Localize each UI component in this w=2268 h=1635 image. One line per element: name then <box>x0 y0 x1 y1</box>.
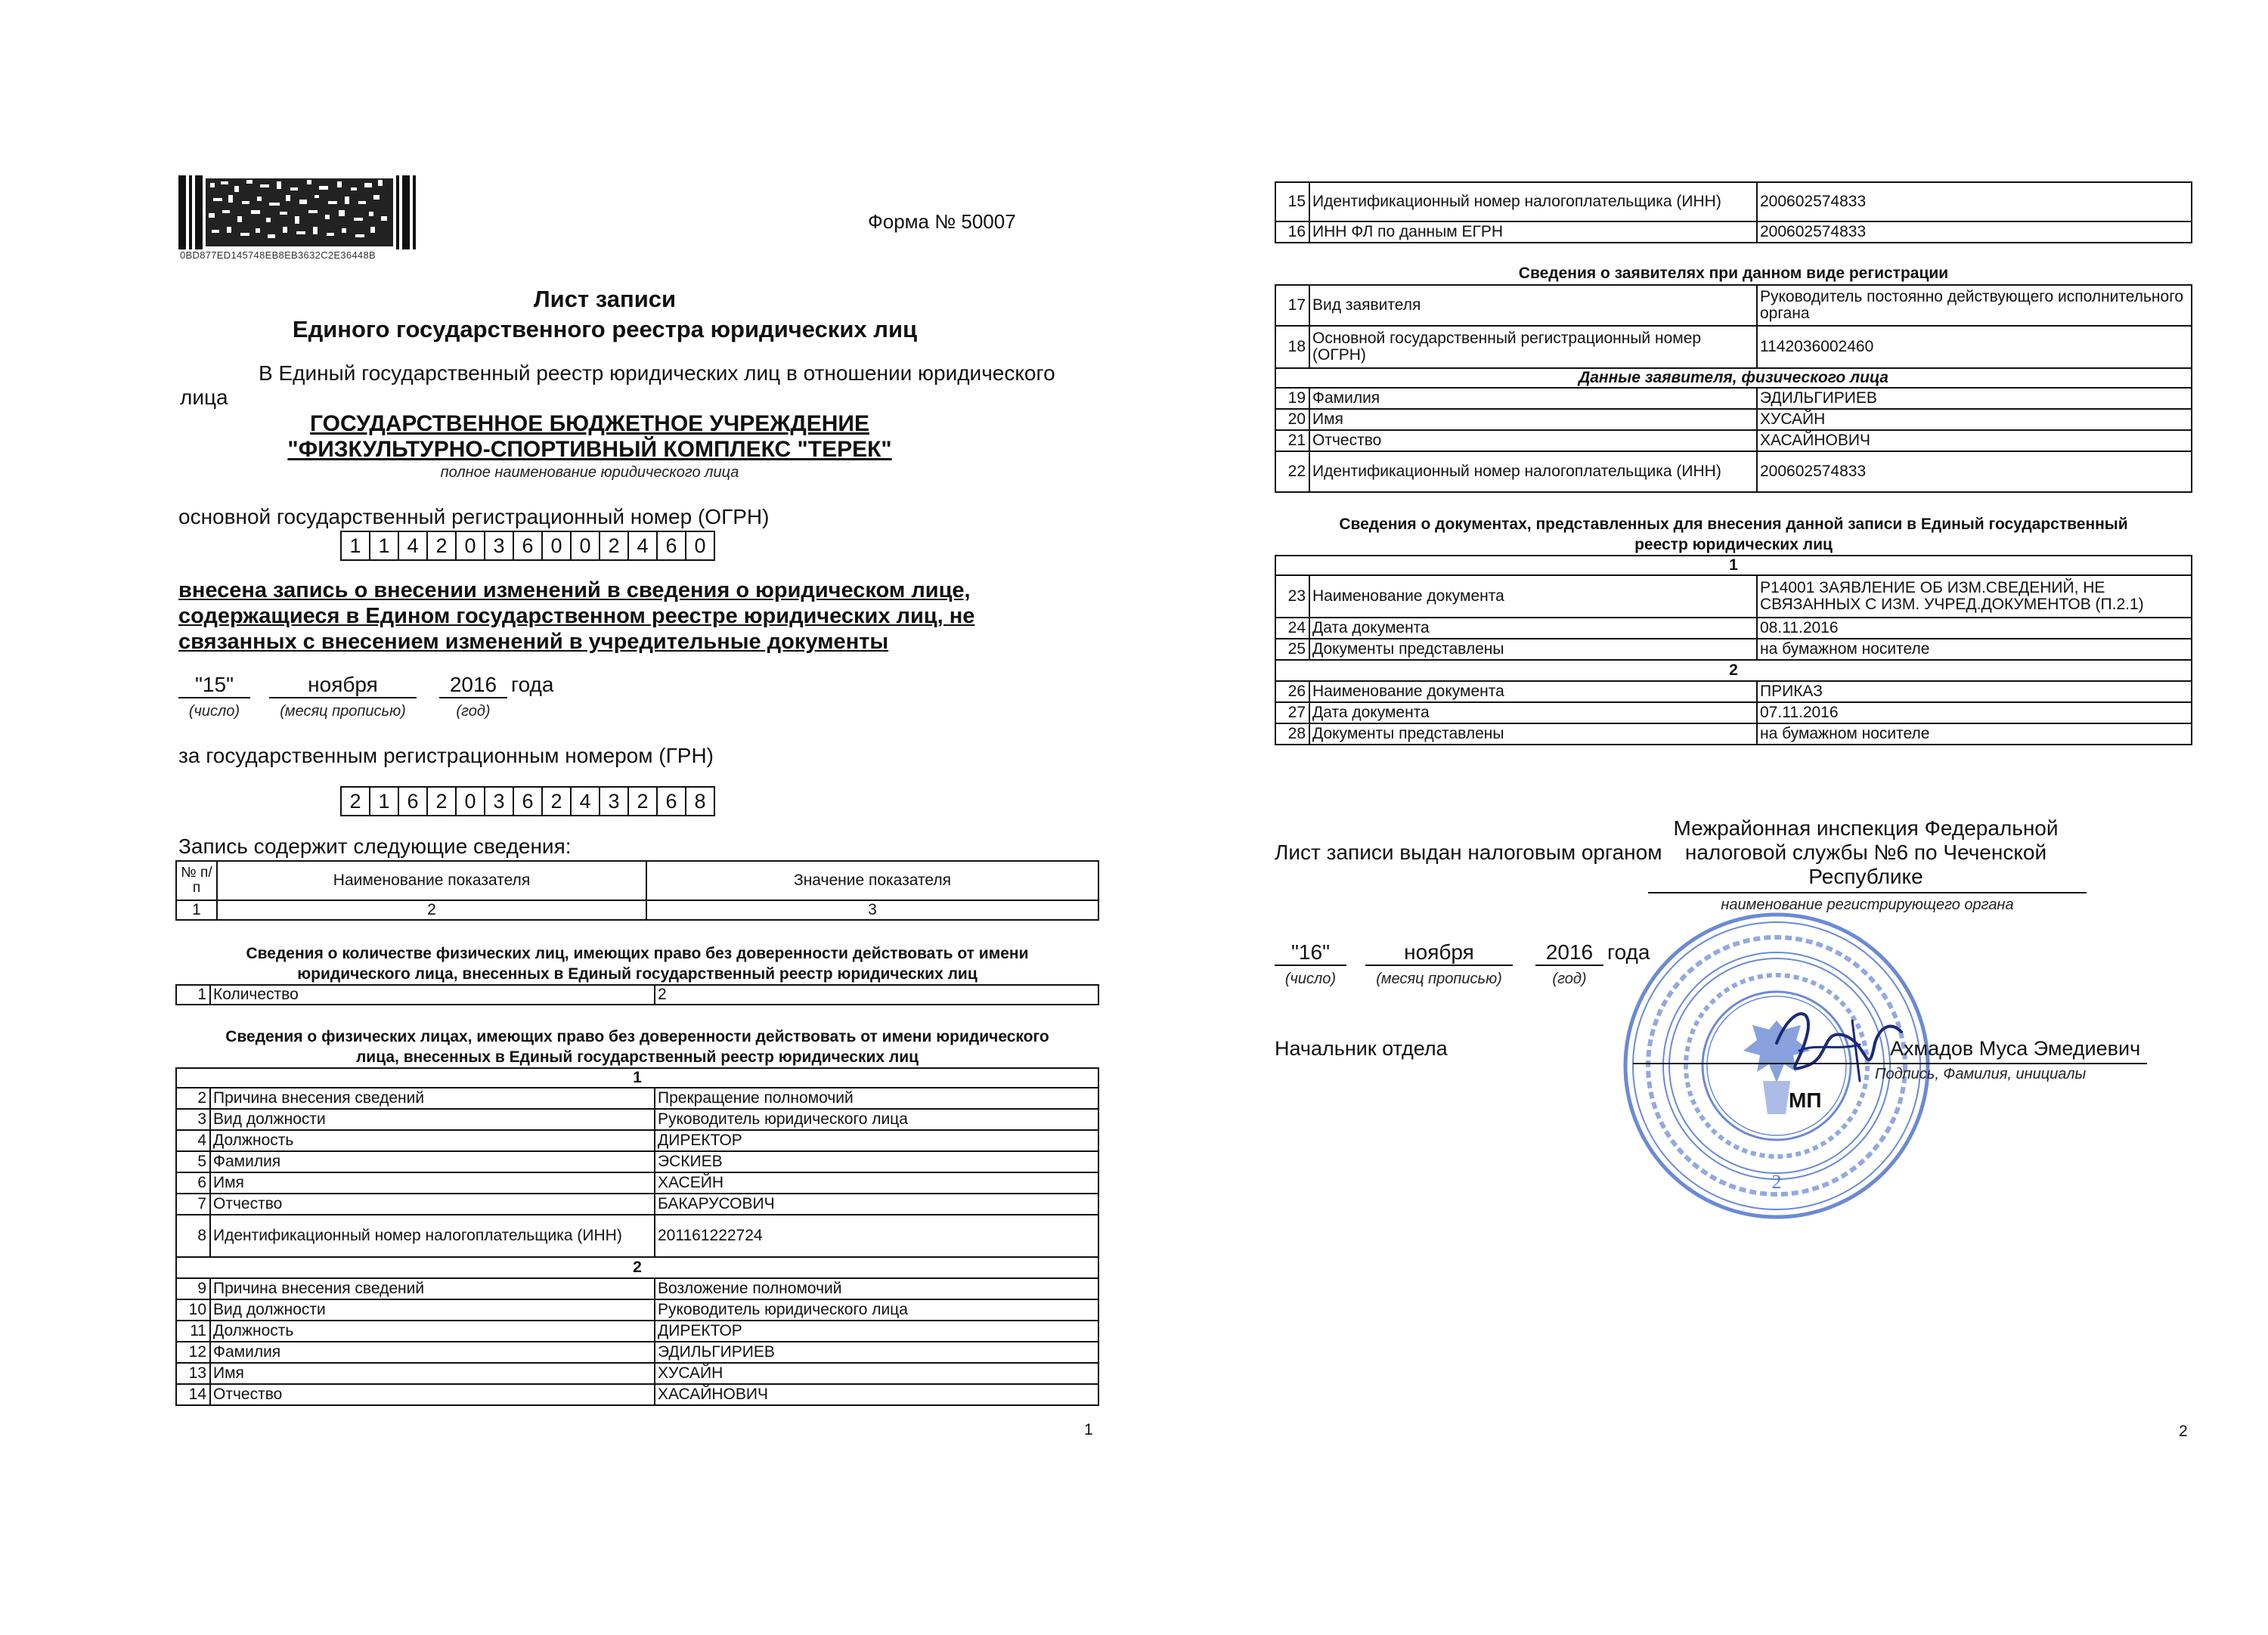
issued-by-label: Лист записи выдан налоговым органом <box>1275 841 1662 864</box>
table-row <box>1275 388 2192 409</box>
title-line-2: Единого государственного реестра юридических лиц <box>292 316 918 342</box>
row-value: Р14001 ЗАЯВЛЕНИЕ ОБ ИЗМ.СВЕДЕНИЙ, НЕ СВЯЗАННЫХ С ИЗМ. УЧРЕД.ДОКУМЕНТОВ (П.2.1) <box>1757 575 2192 618</box>
document-1-header: 1 <box>1275 556 2192 575</box>
ogrn-digit: 0 <box>572 532 600 559</box>
date-month: ноября <box>1404 940 1474 964</box>
intro-line-1: В Единый государственный реестр юридических лиц в отношении юридического <box>259 361 1055 385</box>
row-value: 1142036002460 <box>1757 326 2192 368</box>
applicants-table <box>1275 284 2192 493</box>
grn-digit: 0 <box>457 788 485 815</box>
row-label: Фамилия <box>1309 388 1757 409</box>
row-label: Вид должности <box>210 1109 655 1130</box>
row-number: 18 <box>1275 326 1309 368</box>
date-month-line <box>1365 965 1513 966</box>
row-value: Прекращение полномочий <box>655 1088 1098 1109</box>
record-contains-label: Запись содержит следующие сведения: <box>178 835 572 858</box>
row-number: 10 <box>176 1299 210 1321</box>
grn-digit: 1 <box>370 788 399 815</box>
grn-digit: 2 <box>629 788 658 815</box>
applicant-person-subtitle: Данные заявителя, физического лица <box>1275 368 2192 388</box>
date-month-line <box>269 697 417 698</box>
record-description <box>178 578 974 655</box>
date-year: 2016 <box>1545 940 1594 964</box>
applicants-title: Сведения о заявителях при данном виде регистрации <box>1518 265 1949 282</box>
row-value: ЭСКИЕВ <box>655 1151 1098 1172</box>
table-row <box>176 1088 1098 1109</box>
inn-table <box>1275 181 2192 243</box>
ogrn-label: основной государственный регистрационный номер (ОГРН) <box>178 505 770 528</box>
table-row <box>176 1321 1098 1342</box>
row-label: Документы представлены <box>1309 723 1757 745</box>
row-value: 200602574833 <box>1757 221 2192 243</box>
grn-label: за государственным регистрационным номером (ГРН) <box>178 744 714 767</box>
col-number-index: 1 <box>176 900 217 920</box>
row-value: ХАСАЙНОВИЧ <box>1757 430 2192 451</box>
table-row <box>176 1342 1098 1363</box>
table-row <box>1275 285 2192 326</box>
row-number: 8 <box>176 1215 210 1257</box>
record-line-2: содержащиеся в Едином государственном реестре юридических лиц, не <box>178 604 975 628</box>
table-row <box>176 1194 1098 1215</box>
table-row <box>1275 451 2192 492</box>
date-year-line <box>1535 965 1603 966</box>
row-number: 15 <box>1275 182 1309 221</box>
entity-name <box>249 411 930 463</box>
col-name-index: 2 <box>217 900 646 920</box>
row-label: Основной государственный регистрационный номер (ОГРН) <box>1309 326 1757 368</box>
document-title <box>234 284 975 345</box>
row-number: 6 <box>176 1172 210 1194</box>
row-number: 16 <box>1275 221 1309 243</box>
row-label: Наименование документа <box>1309 575 1757 618</box>
row-label: Вид заявителя <box>1309 285 1757 326</box>
date-day-line <box>1275 965 1346 966</box>
row-value: Возложение полномочий <box>655 1278 1098 1299</box>
ogrn-digit: 0 <box>694 534 706 557</box>
document-2-header: 2 <box>1275 660 2192 681</box>
barcode-image <box>178 175 420 249</box>
grn-digit: 3 <box>485 788 514 815</box>
grn-digit: 8 <box>694 790 706 813</box>
table-row <box>176 1172 1098 1194</box>
row-label: Дата документа <box>1309 618 1757 639</box>
row-number: 28 <box>1275 723 1309 745</box>
table-row <box>1275 326 2192 368</box>
barcode <box>178 175 420 249</box>
signature-line <box>1633 1063 2147 1064</box>
row-value: ЭДИЛЬГИРИЕВ <box>1757 388 2192 409</box>
col-value-index: 3 <box>646 900 1098 920</box>
row-label: Имя <box>210 1363 655 1384</box>
title-line-1: Лист записи <box>533 286 677 312</box>
row-number: 3 <box>176 1109 210 1130</box>
section-count-title <box>175 943 1099 984</box>
authority-caption: наименование регистрирующего органа <box>1721 896 2014 913</box>
grn-digit: 6 <box>658 788 686 815</box>
ogrn-boxes <box>340 531 715 561</box>
row-label: Идентификационный номер налогоплательщика (ИНН) <box>210 1215 655 1257</box>
date-year: 2016 <box>449 673 497 696</box>
form-number: Форма № 50007 <box>868 210 1016 233</box>
page-number: 2 <box>2179 1423 2188 1440</box>
row-value: Руководитель постоянно действующего исполнительного органа <box>1757 285 2192 326</box>
date-day-line <box>178 697 250 698</box>
row-label: Отчество <box>1309 430 1757 451</box>
section-persons-title <box>175 1027 1099 1067</box>
row-value: ХУСАЙН <box>655 1363 1098 1384</box>
table-row <box>1275 702 2192 723</box>
row-value: на бумажном носителе <box>1757 723 2192 745</box>
row-number: 25 <box>1275 639 1309 660</box>
row-value: ХУСАЙН <box>1757 409 2192 430</box>
date-year-caption: (год) <box>1552 971 1587 987</box>
record-line-1: внесена запись о внесении изменений в сведения о юридическом лице, <box>178 578 971 602</box>
position-title: Начальник отдела <box>1275 1037 1448 1060</box>
date-year-caption: (год) <box>456 703 491 720</box>
group-header-row <box>176 1068 1098 1088</box>
date-suffix: года <box>1607 940 1650 964</box>
row-label: Отчество <box>210 1384 655 1405</box>
row-value: 08.11.2016 <box>1757 618 2192 639</box>
header-table-row <box>176 861 1098 900</box>
row-label: Причина внесения сведений <box>210 1278 655 1299</box>
issue-date <box>1275 940 1668 993</box>
row-label: ИНН ФЛ по данным ЕГРН <box>1309 221 1757 243</box>
row-number: 4 <box>176 1130 210 1151</box>
row-number: 20 <box>1275 409 1309 430</box>
table-row <box>176 1278 1098 1299</box>
barcode-text: 0BD877ED145748EB8EB3632C2E36448B <box>180 249 376 261</box>
row-value: 200602574833 <box>1757 451 2192 492</box>
section-count-title-line-2: юридического лица, внесенных в Единый государственный реестр юридических лиц <box>297 965 978 983</box>
documents-title-line-1: Сведения о документах, представленных для внесения данной записи в Единый государственный <box>1339 516 2128 533</box>
table-row <box>1275 681 2192 702</box>
ogrn-digit: 4 <box>629 532 658 559</box>
ogrn-digit: 4 <box>399 532 428 559</box>
section-count-title-line-1: Сведения о количестве физических лиц, имеющих право без доверенности действовать от имени <box>246 945 1029 962</box>
row-number: 19 <box>1275 388 1309 409</box>
record-line-3: связанных с внесением изменений в учредительные документы <box>178 630 889 654</box>
table-row <box>176 1299 1098 1321</box>
row-number: 22 <box>1275 451 1309 492</box>
row-value: ХАСЕЙН <box>655 1172 1098 1194</box>
row-value: ДИРЕКТОР <box>655 1130 1098 1151</box>
person-1-header: 1 <box>176 1068 1098 1088</box>
row-label: Отчество <box>210 1194 655 1215</box>
row-label: Должность <box>210 1130 655 1151</box>
person-2-header: 2 <box>176 1257 1098 1278</box>
date-month: ноября <box>308 673 378 696</box>
ogrn-digit: 0 <box>457 532 485 559</box>
ogrn-digit: 2 <box>600 532 629 559</box>
row-number: 26 <box>1275 681 1309 702</box>
row-label: Дата документа <box>1309 702 1757 723</box>
ogrn-digit: 1 <box>342 532 370 559</box>
row-number: 2 <box>176 1088 210 1109</box>
ogrn-digit: 1 <box>370 532 399 559</box>
row-label: Причина внесения сведений <box>210 1088 655 1109</box>
row-label: Наименование документа <box>1309 681 1757 702</box>
col-number-header: № п/п <box>176 861 217 900</box>
row-value: ДИРЕКТОР <box>655 1321 1098 1342</box>
ogrn-digit: 2 <box>428 532 457 559</box>
date-year-line <box>439 697 507 698</box>
row-value: на бумажном носителе <box>1757 639 2192 660</box>
section-persons-title-line-2: лица, внесенных в Единый государственный реестр юридических лиц <box>355 1048 919 1066</box>
authority-line-1: Межрайонная инспекция Федеральной <box>1673 816 2059 840</box>
row-number: 21 <box>1275 430 1309 451</box>
group-header-row <box>1275 368 2192 388</box>
issuing-authority <box>1669 816 2062 889</box>
entity-name-line-2: "ФИЗКУЛЬТУРНО-СПОРТИВНЫЙ КОМПЛЕКС "ТЕРЕК" <box>287 437 892 462</box>
signature-caption: Подпись, Фамилия, инициалы <box>1875 1066 2087 1082</box>
entity-name-caption: полное наименование юридического лица <box>440 464 739 481</box>
table-row <box>1275 618 2192 639</box>
stamp-mp-label: МП <box>1789 1088 1822 1112</box>
row-value: ПРИКАЗ <box>1757 681 2192 702</box>
authority-line-3: Республике <box>1808 865 1923 888</box>
date-month-caption: (месяц прописью) <box>1376 971 1502 987</box>
row-number: 17 <box>1275 285 1309 326</box>
row-number: 13 <box>176 1363 210 1384</box>
row-number: 12 <box>176 1342 210 1363</box>
group-header-row <box>176 1257 1098 1278</box>
table-row <box>176 1151 1098 1172</box>
row-number: 1 <box>176 985 210 1005</box>
signer-name: Ахмадов Муса Эмедиевич <box>1890 1037 2141 1060</box>
stamp-number: 2 <box>1771 1171 1782 1193</box>
grn-digit: 4 <box>572 788 600 815</box>
table-row <box>176 1215 1098 1257</box>
page-2 <box>1134 0 2268 1635</box>
grn-digit: 6 <box>399 788 428 815</box>
table-row <box>1275 182 2192 221</box>
row-number: 24 <box>1275 618 1309 639</box>
row-number: 5 <box>176 1151 210 1172</box>
count-table <box>175 984 1099 1005</box>
group-header-row <box>1275 556 2192 575</box>
persons-table <box>175 1067 1099 1406</box>
page-number: 1 <box>1084 1421 1093 1438</box>
row-number: 27 <box>1275 702 1309 723</box>
row-value: БАКАРУСОВИЧ <box>655 1194 1098 1215</box>
row-number: 23 <box>1275 575 1309 618</box>
row-label: Фамилия <box>210 1342 655 1363</box>
ogrn-digit: 0 <box>543 532 572 559</box>
row-value: ЭДИЛЬГИРИЕВ <box>655 1342 1098 1363</box>
grn-digit: 2 <box>543 788 572 815</box>
grn-digit: 3 <box>600 788 629 815</box>
ogrn-digit: 3 <box>485 532 514 559</box>
row-value: Руководитель юридического лица <box>655 1109 1098 1130</box>
row-value: 2 <box>655 985 1098 1005</box>
table-row <box>1275 575 2192 618</box>
documents-table <box>1275 555 2192 745</box>
header-table <box>175 860 1099 921</box>
group-header-row <box>1275 660 2192 681</box>
intro-line-2: лица <box>180 386 228 409</box>
date-day-caption: (число) <box>1284 971 1337 987</box>
date-day: "16" <box>1290 940 1331 964</box>
col-value-header: Значение показателя <box>646 861 1098 900</box>
documents-title-line-2: реестр юридических лиц <box>1634 536 1833 553</box>
row-label: Должность <box>210 1321 655 1342</box>
documents-title <box>1275 514 2192 555</box>
row-label: Имя <box>1309 409 1757 430</box>
row-number: 9 <box>176 1278 210 1299</box>
grn-digit: 2 <box>342 788 370 815</box>
table-row <box>1275 430 2192 451</box>
record-date <box>178 673 572 726</box>
col-name-header: Наименование показателя <box>217 861 646 900</box>
header-table-row <box>176 900 1098 920</box>
row-label: Документы представлены <box>1309 639 1757 660</box>
row-value: Руководитель юридического лица <box>655 1299 1098 1321</box>
entity-name-line-1: ГОСУДАРСТВЕННОЕ БЮДЖЕТНОЕ УЧРЕЖДЕНИЕ <box>310 411 869 436</box>
table-row <box>176 1109 1098 1130</box>
row-label: Количество <box>210 985 655 1005</box>
row-number: 11 <box>176 1321 210 1342</box>
ogrn-digit: 6 <box>514 532 543 559</box>
table-row <box>176 1363 1098 1384</box>
table-row <box>1275 723 2192 745</box>
row-label: Идентификационный номер налогоплательщика (ИНН) <box>1309 182 1757 221</box>
grn-boxes <box>340 786 715 816</box>
section-persons-title-line-1: Сведения о физических лицах, имеющих право без доверенности действовать от имени юридического <box>225 1028 1049 1045</box>
authority-line-2: налоговой службы №6 по Чеченской <box>1684 841 2047 864</box>
date-month-caption: (месяц прописью) <box>280 703 406 720</box>
table-row <box>176 1130 1098 1151</box>
row-value: 200602574833 <box>1757 182 2192 221</box>
grn-digit: 6 <box>514 788 543 815</box>
row-value: ХАСАЙНОВИЧ <box>655 1384 1098 1405</box>
row-label: Фамилия <box>210 1151 655 1172</box>
table-row <box>1275 409 2192 430</box>
table-row <box>176 1384 1098 1405</box>
row-number: 7 <box>176 1194 210 1215</box>
row-number: 14 <box>176 1384 210 1405</box>
row-value: 201161222724 <box>655 1215 1098 1257</box>
row-label: Имя <box>210 1172 655 1194</box>
date-day-caption: (число) <box>188 703 240 720</box>
ogrn-digit: 6 <box>658 532 686 559</box>
row-value: 07.11.2016 <box>1757 702 2192 723</box>
table-row <box>1275 639 2192 660</box>
date-day: "15" <box>194 673 234 696</box>
grn-digit: 2 <box>428 788 457 815</box>
table-row <box>1275 221 2192 243</box>
table-row <box>176 985 1098 1005</box>
date-suffix: года <box>511 673 554 696</box>
row-label: Вид должности <box>210 1299 655 1321</box>
row-label: Идентификационный номер налогоплательщика (ИНН) <box>1309 451 1757 492</box>
authority-underline <box>1648 892 2087 893</box>
